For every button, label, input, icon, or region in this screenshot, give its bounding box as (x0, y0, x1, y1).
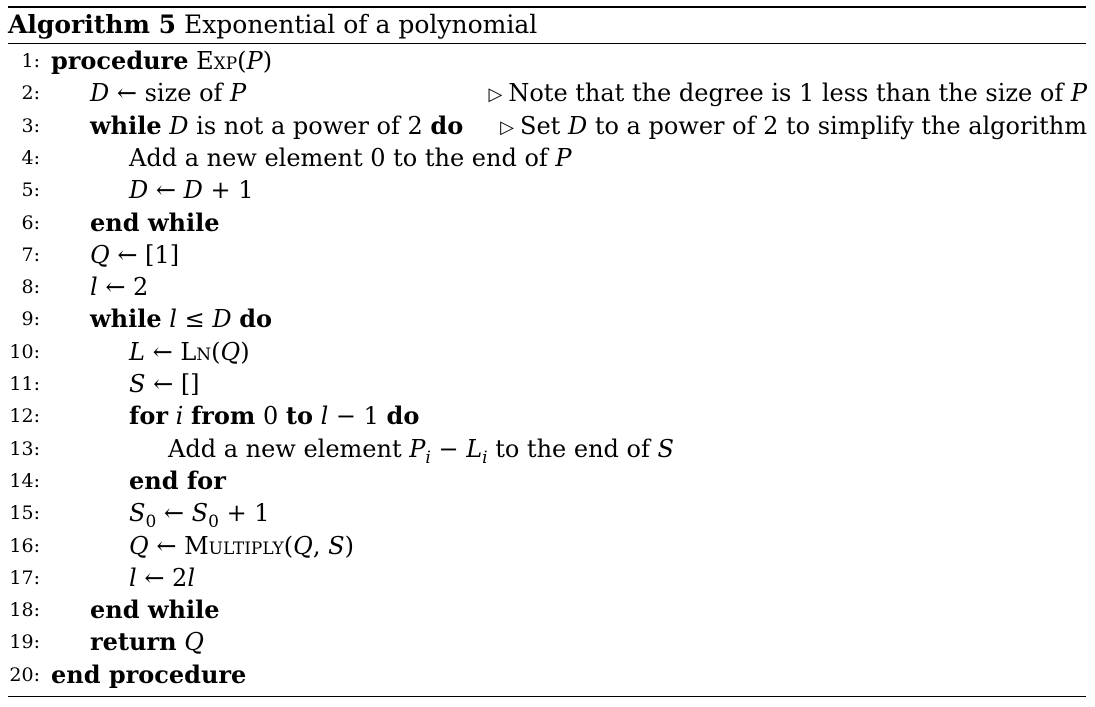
algorithm-line-1 (0, 45, 1095, 77)
line-number: 3: (21, 114, 40, 137)
bottom-rule (8, 696, 1086, 697)
line-number: 14: (9, 469, 40, 492)
algorithm-line-18 (0, 594, 1095, 626)
line-code: end for (129, 465, 226, 495)
comment-text: Set D to a power of 2 to simplify the algorithm (520, 111, 1087, 140)
line-code: while l ≤ D do (90, 304, 273, 334)
algorithm-line-2 (0, 77, 1095, 109)
algorithm-line-6 (0, 207, 1095, 239)
line-code: Q ← Multiply(Q, S) (129, 531, 354, 560)
comment-text: Note that the degree is 1 less than the size of P (508, 79, 1087, 108)
line-code: procedure Exp(P) (51, 46, 273, 75)
line-number: 2: (21, 82, 40, 105)
line-number: 15: (9, 502, 40, 525)
algorithm-line-11 (0, 368, 1095, 400)
line-number: 8: (21, 276, 40, 299)
algorithm-line-15 (0, 497, 1095, 532)
line-number: 20: (9, 663, 40, 686)
line-number: 1: (21, 50, 40, 72)
line-code: Q ← [1] (90, 240, 180, 269)
algorithm-line-7 (0, 239, 1095, 271)
algorithm-line-19 (0, 626, 1095, 658)
line-code: Add a new element $P_i - L_i$ to the end of S (168, 434, 674, 468)
line-code: return Q (90, 627, 204, 657)
line-code: l ← 2l (129, 563, 196, 592)
line-code: end while (90, 207, 220, 237)
comment-triangle-icon: ▷ (488, 84, 503, 106)
line-number: 4: (21, 146, 40, 169)
algorithm-line-16 (0, 530, 1095, 562)
line-comment (500, 110, 1087, 145)
line-code: l ← 2 (90, 273, 149, 302)
line-number: 13: (9, 437, 40, 460)
line-comment (489, 77, 1088, 112)
line-code: $S_0$ ← $S_0 + 1$ (129, 499, 270, 532)
algorithm-label: Algorithm 5 (8, 10, 176, 39)
line-number: 5: (21, 179, 40, 202)
line-code: while D is not a power of 2 do (90, 110, 464, 140)
algorithm-line-9 (0, 303, 1095, 335)
algorithm-line-20 (0, 659, 1095, 691)
caption-rule (8, 43, 1086, 44)
comment-triangle-icon: ▷ (500, 116, 515, 138)
line-number: 19: (9, 631, 40, 654)
line-code: L ← Ln(Q) (129, 337, 250, 366)
algorithm-line-10 (0, 336, 1095, 368)
line-number: 9: (21, 308, 40, 331)
algorithm-line-5 (0, 174, 1095, 206)
line-number: 12: (9, 405, 40, 428)
top-rule (8, 6, 1086, 8)
algorithm-line-13 (0, 433, 1095, 468)
algorithm-line-8 (0, 271, 1095, 303)
line-number: 16: (9, 534, 40, 557)
line-code: S ← [] (129, 370, 200, 398)
line-code: for i from 0 to l − 1 do (129, 401, 420, 431)
line-code: Add a new element 0 to the end of P (129, 143, 572, 172)
line-code: end while (90, 595, 220, 625)
line-code: D ← D + 1 (129, 176, 254, 205)
algorithm-line-14 (0, 465, 1095, 497)
line-number: 7: (21, 243, 40, 266)
algorithm-line-17 (0, 562, 1095, 594)
line-code: D ← size of P (90, 79, 247, 108)
algorithm-line-3 (0, 110, 1095, 142)
line-code: end procedure (51, 659, 247, 689)
line-number: 11: (9, 373, 40, 395)
line-number: 18: (9, 599, 40, 622)
algorithm-caption (8, 10, 537, 40)
line-number: 17: (9, 566, 40, 589)
algorithm-line-12 (0, 400, 1095, 432)
line-number: 10: (9, 340, 40, 363)
algorithm-title: Exponential of a polynomial (183, 10, 538, 39)
algorithm-line-4 (0, 142, 1095, 174)
line-number: 6: (21, 211, 40, 234)
